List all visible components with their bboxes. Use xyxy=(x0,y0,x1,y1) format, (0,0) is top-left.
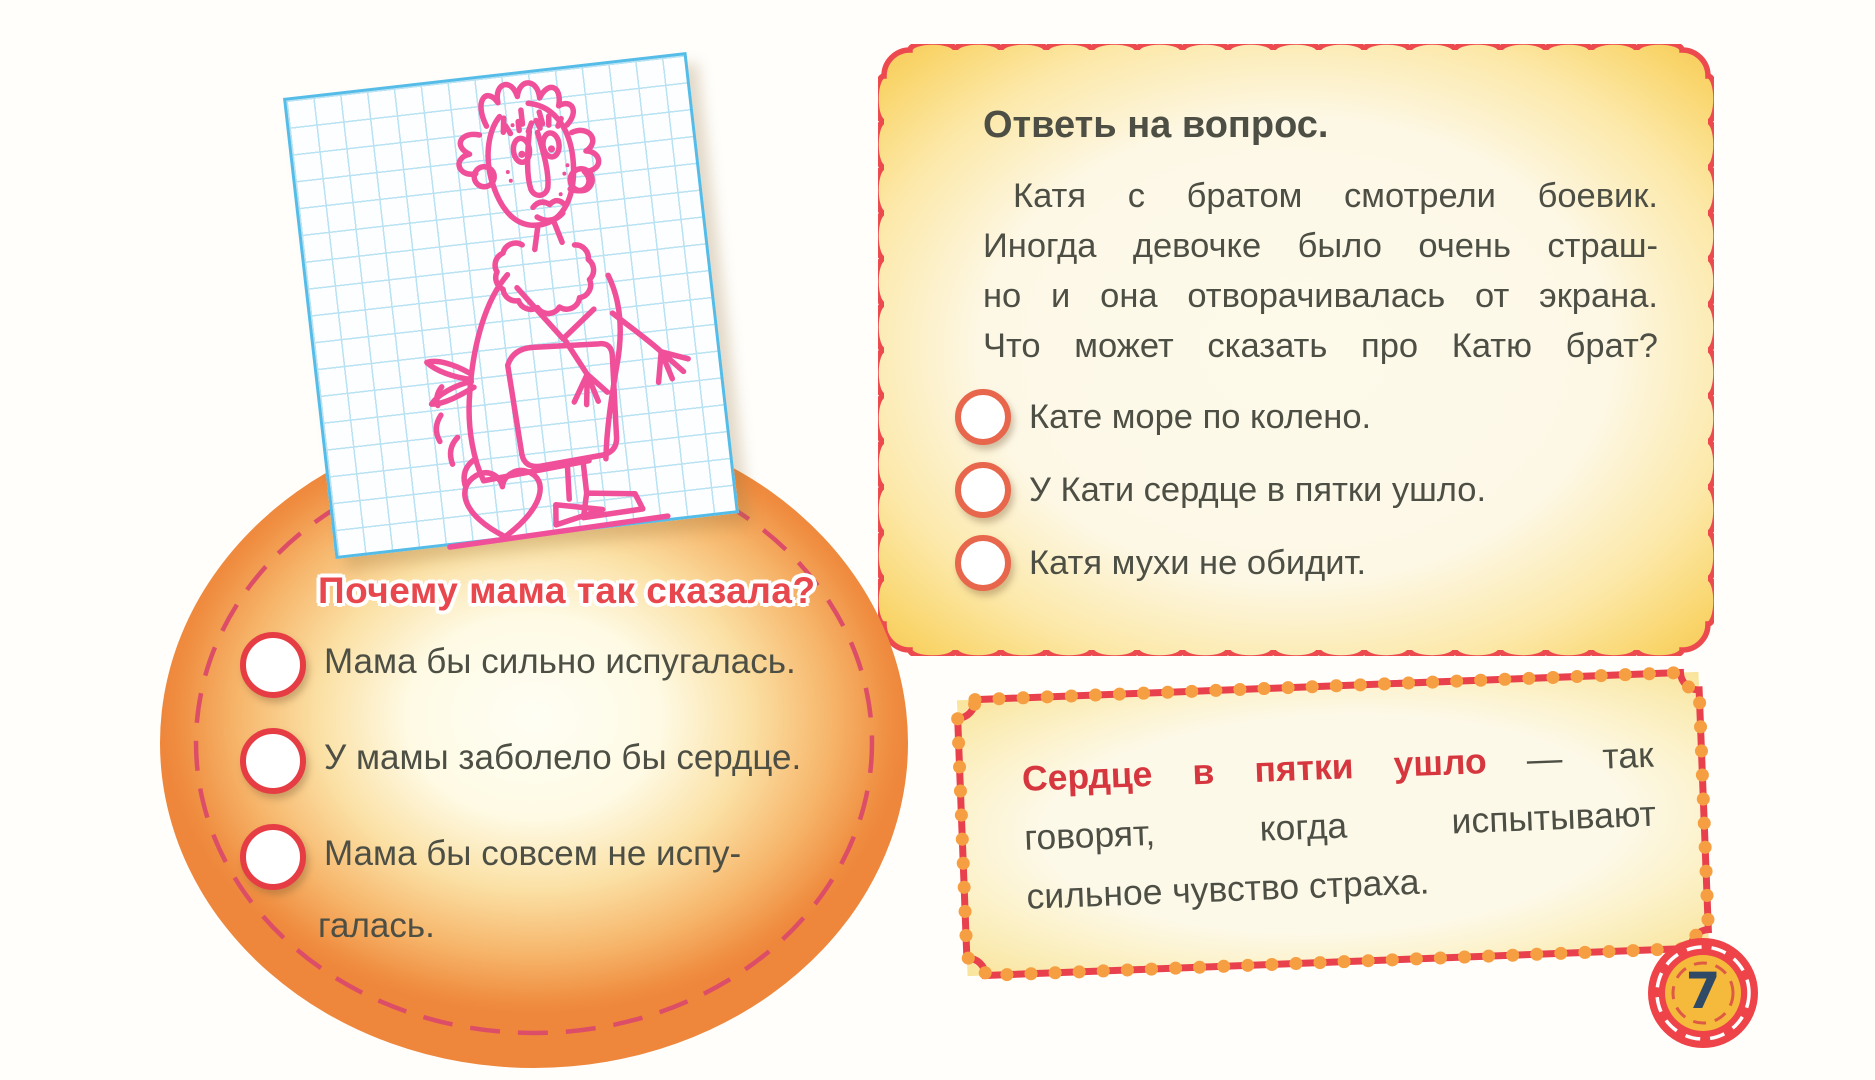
definition-line: сильное чувство страха. xyxy=(1025,861,1431,917)
story-line: Катя с братом смотрели боевик. xyxy=(1013,177,1658,215)
why-option-label: У мамы заболело бы сердце. xyxy=(324,738,802,777)
answer-card xyxy=(878,44,1714,656)
answer-option-label: Катя мухи не обидит. xyxy=(1029,544,1367,582)
answer-card-heading: Ответь на вопрос. xyxy=(983,104,1329,146)
answer-options xyxy=(955,389,1658,591)
answer-circle-icon[interactable] xyxy=(240,728,306,794)
page-number: 7 xyxy=(1685,962,1721,1020)
why-option-label: Мама бы совсем не испу- xyxy=(324,834,742,873)
answer-option-label: Кате море по колено. xyxy=(1029,398,1372,436)
why-question-heading: Почему мама так сказала? xyxy=(318,570,816,611)
answer-circle-icon[interactable] xyxy=(240,632,306,698)
answer-option-1 xyxy=(955,389,1658,445)
idiom-lead-rest: — так xyxy=(1485,734,1655,782)
definition-card xyxy=(947,661,1720,986)
idiom-term: Сердце в пятки ушло xyxy=(1021,741,1488,799)
why-option-3 xyxy=(240,824,842,890)
why-option-2 xyxy=(240,728,842,794)
why-option-1 xyxy=(240,632,842,698)
answer-option-label: У Кати сердце в пятки ушло. xyxy=(1029,471,1487,509)
answer-circle-icon[interactable] xyxy=(955,462,1011,518)
story-line: но и она отворачивалась от экрана. xyxy=(983,277,1658,315)
page-number-badge xyxy=(1645,935,1761,1051)
why-option-3-continuation: галась. xyxy=(318,906,435,945)
answer-circle-icon[interactable] xyxy=(955,389,1011,445)
why-option-label: Мама бы сильно испугалась. xyxy=(324,642,796,681)
story-paragraph xyxy=(983,171,1658,371)
definition-line: говорят, когда испытывают xyxy=(1023,793,1657,858)
answer-option-3 xyxy=(955,535,1658,591)
answer-circle-icon[interactable] xyxy=(955,535,1011,591)
answer-option-2 xyxy=(955,462,1658,518)
story-line: Иногда девочке было очень страш- xyxy=(983,227,1658,265)
scared-mother-sketch-icon xyxy=(286,55,737,567)
story-line: Что может сказать про Катю брат? xyxy=(983,327,1658,365)
answer-circle-icon[interactable] xyxy=(240,824,306,890)
notebook-sheet xyxy=(283,52,739,559)
